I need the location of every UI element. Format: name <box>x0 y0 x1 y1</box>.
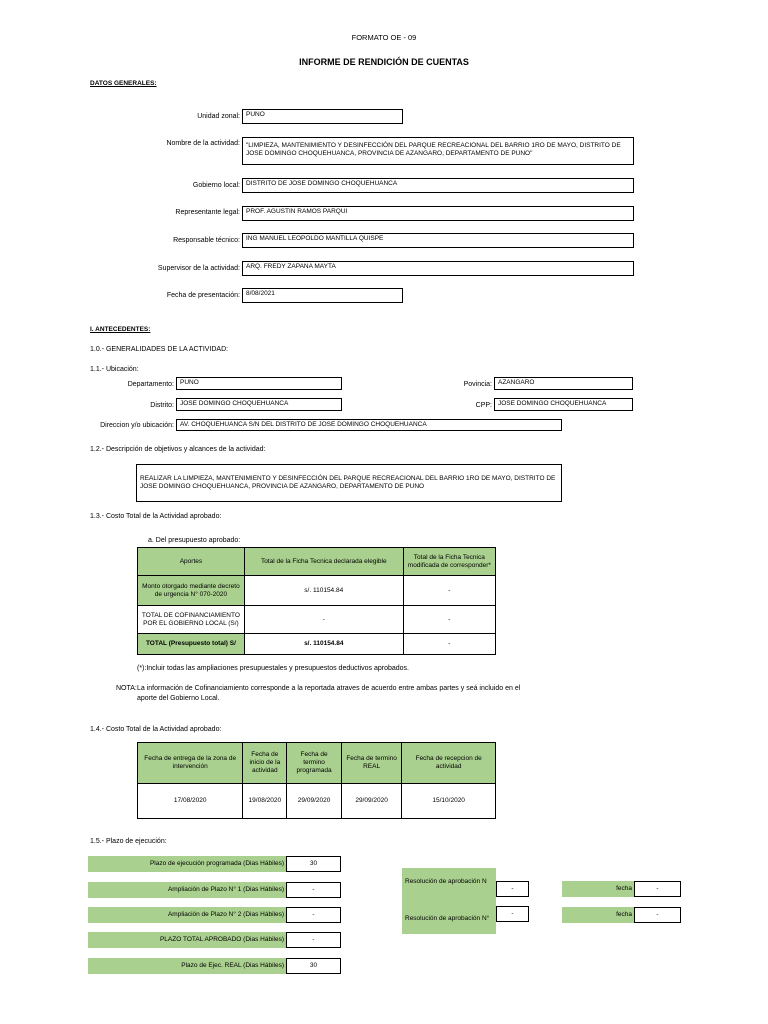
resolucion-1-value[interactable]: - <box>496 881 529 897</box>
budget-header-modificada: Total de la Ficha Tecnica modificada de corresponder* <box>403 548 495 576</box>
descripcion-heading: 1.2.- Descripción de objetivos y alcances de la actividad: <box>90 446 266 453</box>
unidad-label: Unidad zonal: <box>197 113 240 120</box>
budget-row <box>138 606 496 634</box>
ampliacion-1-label: Ampliación de Plazo N° 1 (Dias Hábiles) <box>88 882 286 898</box>
dates-cell: 17/08/2020 <box>138 784 243 819</box>
nota-text: La información de Cofinanciamiento corresponde a la reportada atraves de acuerdo entre ambas partes y seá incluido en el aporte del Gobierno Local. <box>137 685 521 702</box>
actividad-field[interactable]: "LIMPIEZA, MANTENIMIENTO Y DESINFECCIÓN DEL PARQUE RECREACIONAL DEL BARRIO 1RO DE MAYO, DISTRITO DE JOSE DOMINGO CHOQUEHUANCA, PROVINCIA DE AZANGARO, DEPARTAMENTO DE PUNO" <box>242 137 634 165</box>
budget-row-label: Monto otorgado mediante decreto de urgencia N° 070-2020 <box>138 576 245 606</box>
dates-cell: 19/08/2020 <box>243 784 287 819</box>
distrito-field[interactable]: JOSE DOMINGO CHOQUEHUANCA <box>176 398 342 411</box>
unidad-field[interactable]: PUNO <box>242 109 403 124</box>
fecha-1-label: fecha <box>562 881 634 897</box>
ampliacion-2-value[interactable]: - <box>286 907 341 923</box>
plazo-real-label: Plazo de Ejec. REAL (Dias Hábiles) <box>88 958 286 974</box>
format-code: FORMATO OE - 09 <box>351 33 417 42</box>
fechas-heading: 1.4.- Costo Total de la Actividad aprobado: <box>90 726 222 733</box>
dates-cell: 29/09/2020 <box>341 784 401 819</box>
budget-header-row <box>138 548 496 576</box>
budget-header-elegible: Total de la Ficha Tecnica declarada elegible <box>244 548 403 576</box>
fecha-1-value[interactable]: - <box>634 881 681 897</box>
costo-heading: 1.3.- Costo Total de la Actividad aprobado: <box>90 513 222 520</box>
plazo-total-value[interactable]: - <box>286 932 341 948</box>
plazo-programado-label: Plazo de ejecución programada (Dias Hábiles) <box>88 856 286 872</box>
general-section-title: DATOS GENERALES: <box>90 80 157 87</box>
provincia-field[interactable]: AZANGARO <box>494 377 633 390</box>
responsable-field[interactable]: ING MANUEL LEOPOLDO MANTILLA QUISPE <box>242 233 634 248</box>
ampliacion-2-label: Ampliación de Plazo N° 2 (Dias Hábiles) <box>88 907 286 923</box>
departamento-field[interactable]: PUNO <box>176 377 342 390</box>
budget-cell: - <box>403 576 495 606</box>
gobierno-label: Gobierno local: <box>192 182 240 189</box>
ampliacion-1-value[interactable]: - <box>286 882 341 898</box>
actividad-label: Nombre de la actividad: <box>166 140 240 147</box>
dates-header-termino: Fecha de termino programada <box>287 743 342 784</box>
direccion-field[interactable]: AV. CHOQUEHUANCA S/N DEL DISTRITO DE JOSE DOMINGO CHOQUEHUANCA <box>176 419 562 431</box>
budget-cell: s/. 110154.84 <box>244 634 403 655</box>
budget-footnote: (*):Incluir todas las ampliaciones presupuestales y presupuestos deductivos aprobados. <box>137 665 409 672</box>
plazo-programado-value[interactable]: 30 <box>286 856 341 872</box>
dates-table <box>137 742 496 819</box>
departamento-label: Departamento: <box>127 381 174 388</box>
responsable-label: Responsable técnico: <box>173 237 240 244</box>
budget-cell: s/. 110154.84 <box>244 576 403 606</box>
budget-total-row <box>138 634 496 655</box>
fecha-field[interactable]: 8/08/2021 <box>242 288 403 303</box>
fecha-label: Fecha de presentación: <box>166 292 240 299</box>
budget-row-label: TOTAL DE COFINANCIAMIENTO POR EL GOBIERNO LOCAL (S/) <box>138 606 245 634</box>
supervisor-field[interactable]: ARQ. FREDY ZAPANA MAYTA <box>242 261 634 276</box>
resolucion-2-value[interactable]: - <box>496 906 529 922</box>
dates-header-row <box>138 743 496 784</box>
distrito-label: Distrito: <box>150 402 174 409</box>
plazo-real-value[interactable]: 30 <box>286 958 341 974</box>
nota-label: NOTA: <box>116 685 137 692</box>
budget-row <box>138 576 496 606</box>
budget-cell: - <box>403 634 495 655</box>
cpp-label: CPP: <box>475 402 492 409</box>
fecha-2-label: fecha <box>562 907 634 923</box>
antecedentes-title: I. ANTECEDENTES: <box>90 326 151 333</box>
document-title: INFORME DE RENDICIÓN DE CUENTAS <box>299 57 469 67</box>
fecha-2-value[interactable]: - <box>634 907 681 923</box>
dates-header-entrega: Fecha de entrega de la zona de intervención <box>138 743 243 784</box>
descripcion-field[interactable]: REALIZAR LA LIMPIEZA, MANTENIMIENTO Y DESINFECCIÓN DEL PARQUE RECREACIONAL DEL BARRIO 1RO DE MAYO, DISTRITO DE JOSE DOMINGO CHOQUEHUANCA, PROVINCIA DE AZANGARO, DEPARTAMENTO DE PUNO <box>136 464 562 502</box>
gobierno-field[interactable]: DISTRITO DE JOSE DOMINGO CHOQUEHUANCA <box>242 178 634 193</box>
supervisor-label: Supervisor de la actividad: <box>157 265 240 272</box>
budget-cell: - <box>244 606 403 634</box>
dates-cell: 29/09/2020 <box>287 784 342 819</box>
presupuesto-subheading: a. Del presupuesto aprobado: <box>148 537 241 544</box>
ubicacion-heading: 1.1.- Ubicación: <box>90 366 139 373</box>
budget-table <box>137 547 496 655</box>
budget-header-aportes: Aportes <box>138 548 245 576</box>
provincia-label: Povincia: <box>463 381 492 388</box>
budget-row-label: TOTAL (Presupuesto total) S/ <box>138 634 245 655</box>
dates-header-recepcion: Fecha de recepcion de actividad <box>402 743 496 784</box>
generalidades-heading: 1.0.- GENERALIDADES DE LA ACTIVIDAD: <box>90 346 229 353</box>
representante-field[interactable]: PROF. AGUSTIN RAMOS PARQUI <box>242 206 634 221</box>
dates-cell: 15/10/2020 <box>402 784 496 819</box>
dates-header-inicio: Fecha de inicio de la actividad <box>243 743 287 784</box>
cpp-field[interactable]: JOSE DOMINGO CHOQUEHUANCA <box>494 398 633 411</box>
dates-header-termino-real: Fecha de termino REAL <box>341 743 401 784</box>
resolucion-2-label: Resolución de aprobación N° <box>402 906 496 934</box>
representante-label: Representante legal: <box>175 209 240 216</box>
budget-cell: - <box>403 606 495 634</box>
dates-row <box>138 784 496 819</box>
plazo-heading: 1.5.- Plazo de ejecución: <box>90 838 167 845</box>
direccion-label: Direccion y/o ubicación: <box>100 422 174 429</box>
resolucion-1-label: Resolución de aprobación N <box>402 868 496 906</box>
plazo-total-label: PLAZO TOTAL APROBADO (Dias Hábiles) <box>88 932 286 948</box>
